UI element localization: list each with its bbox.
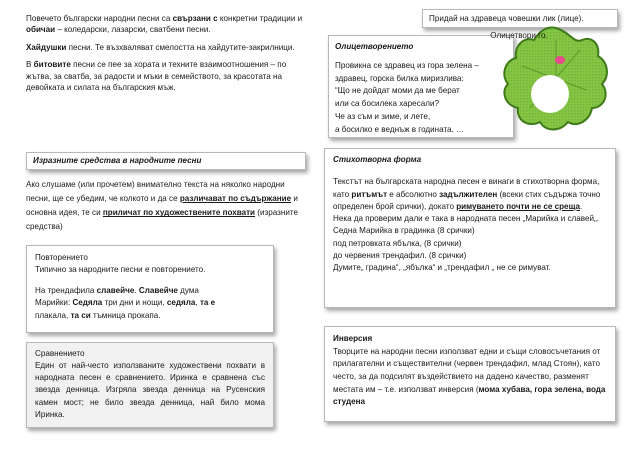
comparison-title: Сравнението [35,349,85,358]
personification-line: Провикна се здравец из гора зелена – [335,60,479,70]
top-note: Придай на здравеца човешки лик (лице). [422,9,618,28]
means-heading-box: Изразните средства в народните песни [26,152,306,170]
personification-line: а босилко е веднъж в годината. … [335,124,465,134]
comparison-box [26,342,274,428]
intro-traditions: Повечето български народни песни са свързани с конкретни традиции и обичаи – коледарски, лазарски, сватбени песни. [26,14,303,35]
inversion-title: Инверсия [333,334,373,343]
verse-text: Текстът на българската народна песен е винаги в стихотворна форма, като ритъмът е абсолютно задължителен (всеки стих съдържа точно определен брой срички), докато римуването почти не се среща. [333,177,601,211]
personification-line: Че аз съм и зиме, и лете, [335,111,431,121]
intro-household: В битовите песни се пее за хората и техните взаимоотношения – по жътва, за сватба, за радости и мъки в семейството, за красотата на девойката и силата на българския мъж. [26,60,287,93]
inversion-box [324,326,616,422]
verse-line: Седна Марийка в градинка (8 срички) [333,226,475,236]
geranium-flower [490,24,612,136]
inversion-text: Творците на народни песни използват едни и същи словосъчетания от прилагателни и съществителни (червен трендафил, млад Стоян), като често, за да подсилят въздействието на дадено качество, разменят местата им – т.е. използват инверсия (мома хубава, гора зелена, вода студена [333,346,606,407]
repetition-line: Типично за народните песни е повторението. [35,265,206,275]
comparison-text: Един от най-често използваните художествени похвати в народната песен е сравнението. Иринка е сравнена със звезда денница. Изгряла звезда денница на Русенския камен мост; не било звезда денница, най било мома Иринка. [35,361,265,419]
intro-text [26,13,308,94]
personification-line: здравец, горска билка миризлива: [335,73,464,83]
repetition-example-1: На трендафила славейче. Славейче дума [35,286,199,296]
verse-form-box [324,148,616,308]
intro-haiduk: Хайдушки песни. Те възхваляват смелостта на хайдутите-закрилници. [26,42,295,52]
verse-line: Думите„ градина“, „ябълка“ и „трендафил „ не се римуват. [333,263,551,273]
personification-lines [335,60,507,137]
personification-title: Олицетворението [335,42,414,51]
repetition-example-3: плакала, та си тъмница прокапа. [35,310,161,320]
personification-box [328,35,514,138]
verse-check: Нека да проверим дали е така в народната песен „Марийка и славей„. [333,214,599,224]
personification-line: или са босилека харесали? [335,99,439,109]
personification-line: “Що не дойдат моми да ме берат [335,86,460,96]
repetition-example-2: Марийки: Седяла три дни и нощи, седяла, та е [35,298,216,308]
verse-lines [333,225,607,274]
repetition-box [26,245,274,333]
verse-line: до червения трендафил. (8 срички) [333,251,467,261]
verse-title: Стихотворна форма [333,155,422,164]
verse-line: под петровката ябълка, (8 срички) [333,238,462,248]
means-text: Ако слушаме (или прочетем) внимателно текста на няколко народни песни, ще се убедим, че колкото и да се различават по съдържание и основна идея, те си приличат по художествените похвати (изразните средства) [26,180,298,232]
flower-caption: Олицетвори го. [490,31,548,40]
repetition-title: Повторението [35,253,88,262]
